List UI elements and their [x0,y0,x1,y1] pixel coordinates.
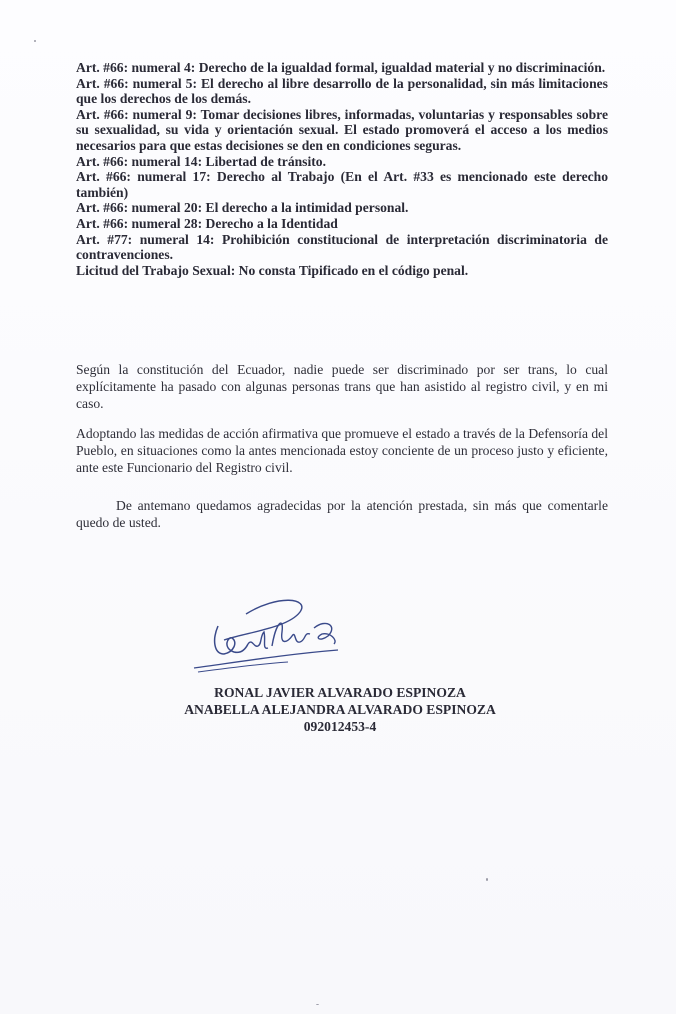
paragraph-block-1 [76,362,608,412]
article-text: Libertad de tránsito. [205,153,326,169]
article-text: El derecho a la intimidad personal. [205,200,409,216]
article-item [76,107,608,154]
article-ref: Art. #66: numeral 28: [76,215,203,231]
article-ref: Art. #66: numeral 5: [76,75,197,91]
article-item [76,169,608,200]
article-text: Prohibición constitucional de interpretación discriminatoria de contravenciones. [76,231,608,263]
paragraph-block-2 [76,426,608,476]
signatory-block [140,684,540,735]
signatory-name-1: RONAL JAVIER ALVARADO ESPINOZA [214,685,466,700]
article-item [76,263,608,279]
article-text: El derecho al libre desarrollo de la personalidad, sin más limitaciones que los derechos de los demás. [76,75,608,107]
article-item [76,60,608,76]
article-ref: Art. #66: numeral 4: [76,60,196,75]
article-item [76,216,608,232]
articles-list [76,60,608,278]
article-text: Tomar decisiones libres, informadas, voluntarias y responsables sobre su sexualidad, su vida y orientación sexual. El estado promoverá el acceso a los medios necesarios para que estas decisiones se den en condiciones seguras. [76,106,608,153]
scan-speck [316,1004,319,1005]
article-ref: Art. #66: numeral 17: [76,169,211,185]
article-ref: Art. #66: numeral 9: [76,106,197,122]
article-ref: Art. #66: numeral 20: [76,200,203,216]
article-ref: Art. #77: numeral 14: [76,231,215,247]
article-text: Derecho al Trabajo (En el Art. #33 es mencionado este derecho también) [76,169,608,200]
article-item [76,232,608,263]
paragraph-block-3 [76,498,608,532]
scan-speck [486,878,488,881]
signatory-name-2: ANABELLA ALEJANDRA ALVARADO ESPINOZA [184,702,496,717]
article-ref: Licitud del Trabajo Sexual: [76,262,236,278]
article-item [76,76,608,107]
article-text: Derecho a la Identidad [205,215,338,231]
article-text: Derecho de la igualdad formal, igualdad material y no discriminación. [198,60,606,75]
body-paragraph: Según la constitución del Ecuador, nadie puede ser discriminado por ser trans, lo cual explícitamente ha pasado con algunas personas trans que han asistido al registro civil, y en mi caso. [76,362,608,411]
article-item [76,200,608,216]
article-item [76,154,608,170]
id-number: 092012453-4 [303,719,377,734]
closing-paragraph: De antemano quedamos agradecidas por la atención prestada, sin más que comentarle quedo de usted. [76,498,608,530]
body-paragraph: Adoptando las medidas de acción afirmativa que promueve el estado a través de la Defensoría del Pueblo, en situaciones como la antes mencionada estoy conciente de un proceso justo y eficiente, ante este Funcionario del Registro civil. [76,426,608,475]
article-ref: Art. #66: numeral 14: [76,153,203,169]
handwritten-signature [188,592,348,678]
scan-speck [34,40,36,42]
article-text: No consta Tipificado en el código penal. [238,262,469,278]
